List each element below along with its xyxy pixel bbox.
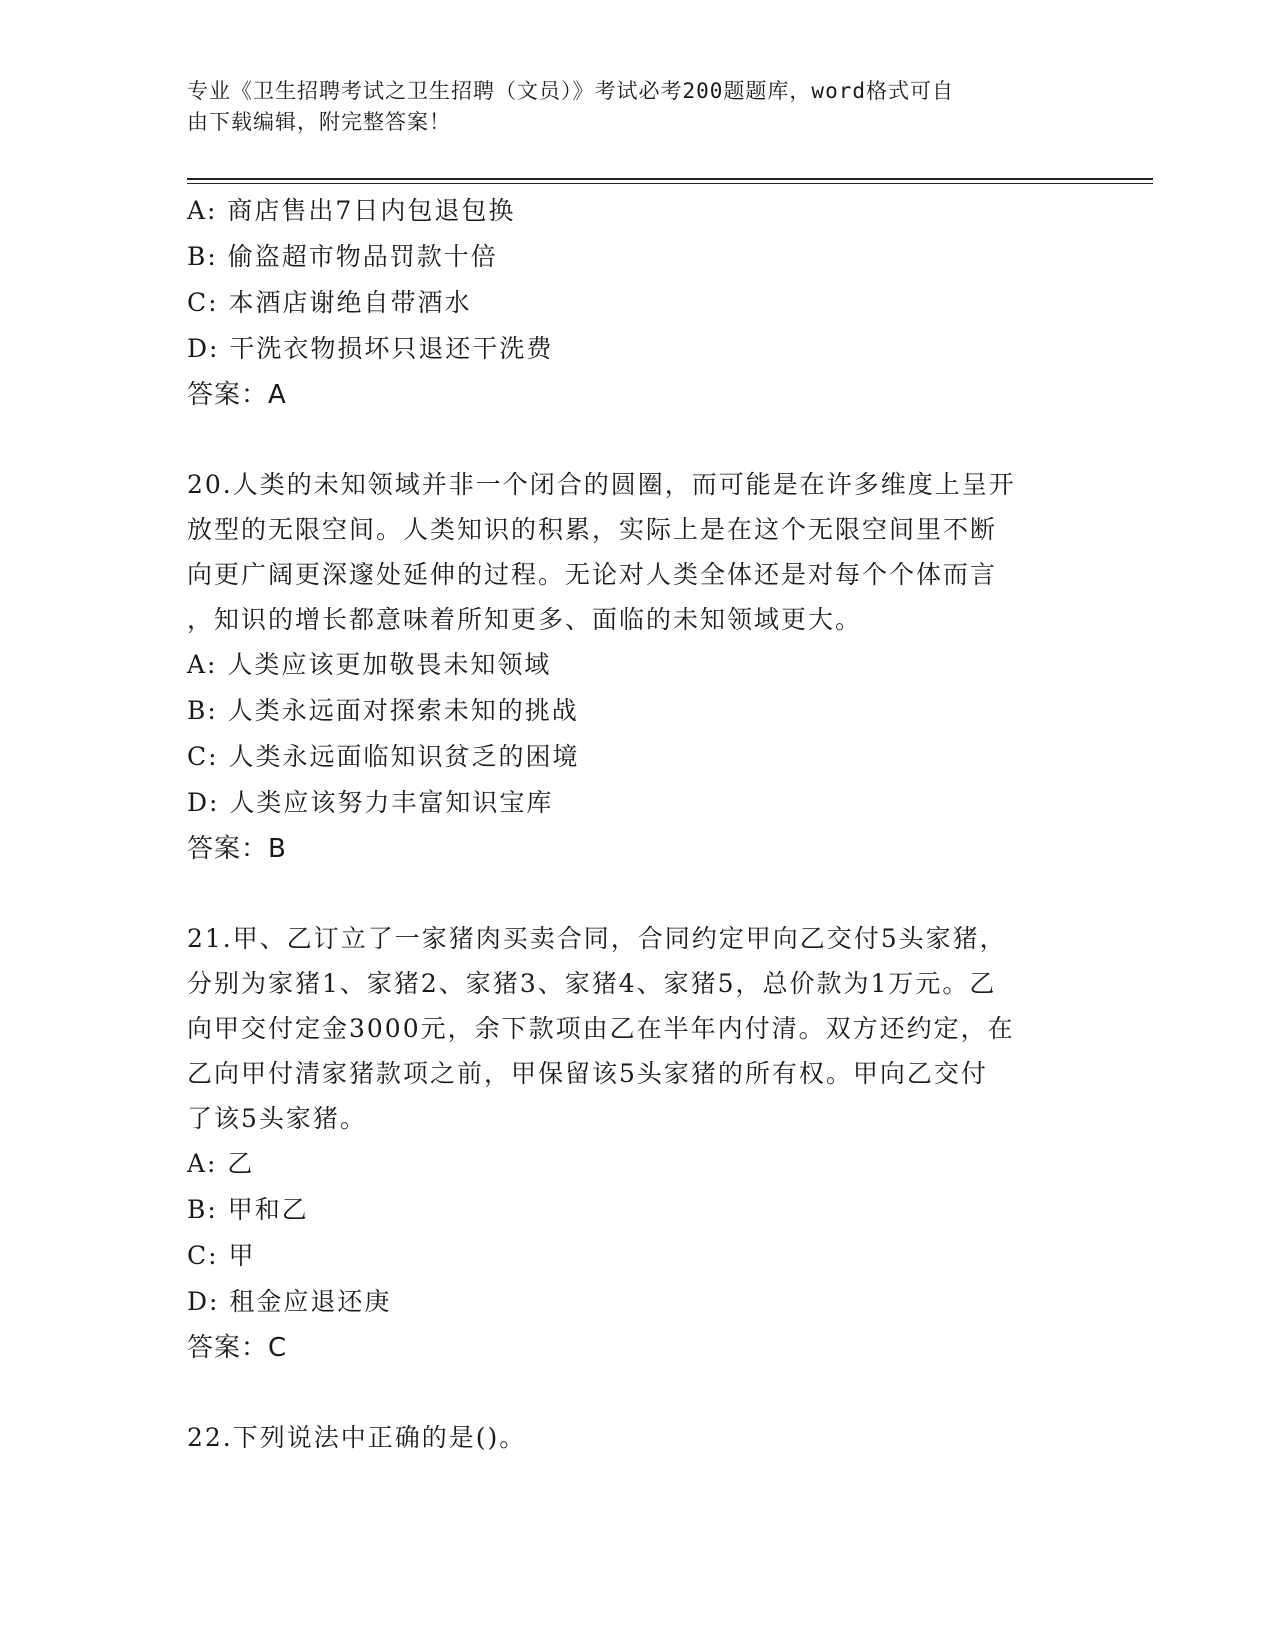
- spacer: [187, 418, 1087, 462]
- question-21: [187, 916, 1087, 1371]
- question-stem-line: ，知识的增长都意味着所知更多、面临的未知领域更大。: [187, 605, 863, 634]
- answer-line: 答案：A: [187, 380, 287, 410]
- option-d: D: 人类应该努力丰富知识宝库: [187, 788, 554, 817]
- option-c: C: 本酒店谢绝自带酒水: [187, 288, 472, 317]
- option-c: C: 人类永远面临知识贫乏的困境: [187, 742, 580, 771]
- option-b: B: 人类永远面对探索未知的挑战: [187, 696, 579, 725]
- header-divider-thick: [187, 178, 1153, 180]
- question-stem-line: 向更广阔更深邃处延伸的过程。无论对人类全体还是对每个个体而言: [187, 560, 998, 589]
- spacer: [187, 872, 1087, 916]
- spacer: [187, 1371, 1087, 1415]
- option-c: C: 甲: [187, 1241, 256, 1270]
- question-stem-line: 向甲交付定金3000元，余下款项由乙在半年内付清。双方还约定，在: [187, 1014, 1015, 1043]
- answer-line: 答案：C: [187, 1333, 288, 1363]
- question-stem-line: 21.甲、乙订立了一家猪肉买卖合同，合同约定甲向乙交付5头家猪，: [187, 924, 1007, 953]
- header-divider-thin: [187, 183, 1153, 184]
- question-list: [187, 188, 1087, 1460]
- option-a: A: 乙: [187, 1149, 255, 1178]
- question-stem-line: 了该5头家猪。: [187, 1104, 367, 1133]
- option-a: A: 人类应该更加敬畏未知领域: [187, 650, 552, 679]
- option-b: B: 甲和乙: [187, 1195, 309, 1224]
- option-d: D: 干洗衣物损坏只退还干洗费: [187, 334, 554, 363]
- question-22: [187, 1415, 1087, 1460]
- header-line-2: 由下载编辑，附完整答案！: [187, 110, 451, 134]
- answer-line: 答案：B: [187, 834, 287, 864]
- header-line-1: 专业《卫生招聘考试之卫生招聘（文员）》考试必考200题题库，word格式可自: [187, 79, 954, 103]
- option-a: A: 商店售出7日内包退包换: [187, 196, 516, 225]
- question-19: [187, 188, 1087, 418]
- question-stem-line: 22.下列说法中正确的是()。: [187, 1423, 527, 1452]
- option-b: B: 偷盗超市物品罚款十倍: [187, 242, 498, 271]
- document-header: [187, 76, 1067, 138]
- option-d: D: 租金应退还庚: [187, 1287, 392, 1316]
- question-stem-line: 分别为家猪1、家猪2、家猪3、家猪4、家猪5，总价款为1万元。乙: [187, 969, 997, 998]
- question-20: [187, 462, 1087, 872]
- question-stem-line: 20.人类的未知领域并非一个闭合的圆圈，而可能是在许多维度上呈开: [187, 470, 1016, 499]
- question-stem-line: 乙向甲付清家猪款项之前，甲保留该5头家猪的所有权。甲向乙交付: [187, 1059, 988, 1088]
- question-stem-line: 放型的无限空间。人类知识的积累，实际上是在这个无限空间里不断: [187, 515, 998, 544]
